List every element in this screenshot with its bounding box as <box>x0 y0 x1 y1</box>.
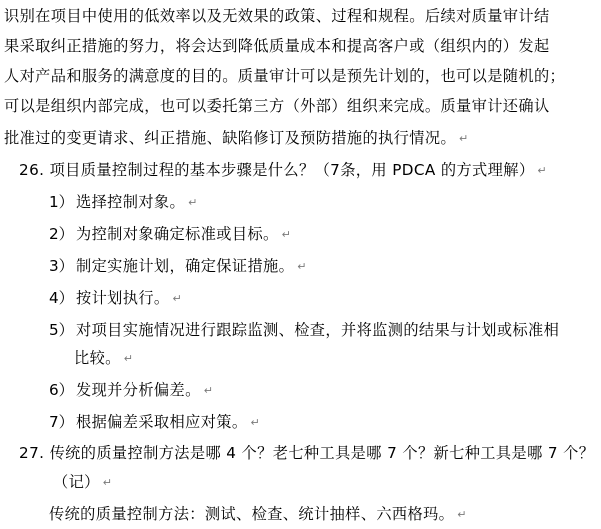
paragraph-mark-icon: ↵ <box>537 164 548 177</box>
list-item-text: 发现并分析偏差。 ↵ <box>76 381 214 399</box>
paragraph-mark-icon: ↵ <box>457 508 467 521</box>
paragraph-mark-icon: ↵ <box>250 416 261 429</box>
list-item-text: 为控制对象确定标准或目标。 ↵ <box>76 225 292 243</box>
list-item-number: 4） <box>49 289 74 307</box>
paragraph-line-4: 可以是组织内部完成，也可以委托第三方（外部）组织来完成。质量审计还确认 <box>4 97 550 115</box>
list-item-number: 6） <box>49 381 74 399</box>
list-item-text: 对项目实施情况进行跟踪监测、检查，并将监测的结果与计划或标准相 <box>76 321 560 339</box>
paragraph-mark-icon: ↵ <box>297 260 307 273</box>
list-item-number: 1） <box>49 193 74 211</box>
paragraph-mark-icon: ↵ <box>203 384 214 397</box>
question-27-note: （记） ↵ <box>53 473 113 491</box>
paragraph-mark-icon: ↵ <box>459 132 469 145</box>
question-27-heading: 27. 传统的质量控制方法是哪 4 个？老七种工具是哪 7 个？新七种工具是哪 7 个？ <box>19 444 595 462</box>
list-item-number: 5） <box>49 321 74 339</box>
list-item-text: 按计划执行。 ↵ <box>76 289 183 307</box>
list-item-number: 7） <box>49 413 74 431</box>
paragraph-mark-icon: ↵ <box>102 476 113 489</box>
list-item-text: 制定实施计划，确定保证措施。 ↵ <box>76 257 307 275</box>
list-item-text: 选择控制对象。 ↵ <box>76 193 198 211</box>
paragraph-line-3: 人对产品和服务的满意度的目的。质量审计可以是预先计划的，也可以是随机的； <box>4 67 566 85</box>
question-26-heading: 26. 项目质量控制过程的基本步骤是什么？（7条，用 PDCA 的方式理解） ↵ <box>19 161 548 179</box>
list-item-continuation: 比较。 ↵ <box>74 349 134 367</box>
list-item-number: 3） <box>49 257 74 275</box>
paragraph-mark-icon: ↵ <box>281 228 292 241</box>
paragraph-mark-icon: ↵ <box>188 196 198 209</box>
paragraph-line-2: 果采取纠正措施的努力，将会达到降低质量成本和提高客户或（组织内的）发起 <box>4 37 550 55</box>
paragraph-line-1: 识别在项目中使用的低效率以及无效果的政策、过程和规程。后续对质量审计结 <box>4 7 550 25</box>
paragraph-mark-icon: ↵ <box>172 292 183 305</box>
paragraph-line-5: 批准过的变更请求、纠正措施、缺陷修订及预防措施的执行情况。 ↵ <box>4 129 469 147</box>
list-item-text: 根据偏差采取相应对策。 ↵ <box>76 413 261 431</box>
question-27-answer: 传统的质量控制方法：测试、检查、统计抽样、六西格玛。 ↵ <box>49 505 467 523</box>
paragraph-mark-icon: ↵ <box>123 352 134 365</box>
list-item-number: 2） <box>49 225 74 243</box>
